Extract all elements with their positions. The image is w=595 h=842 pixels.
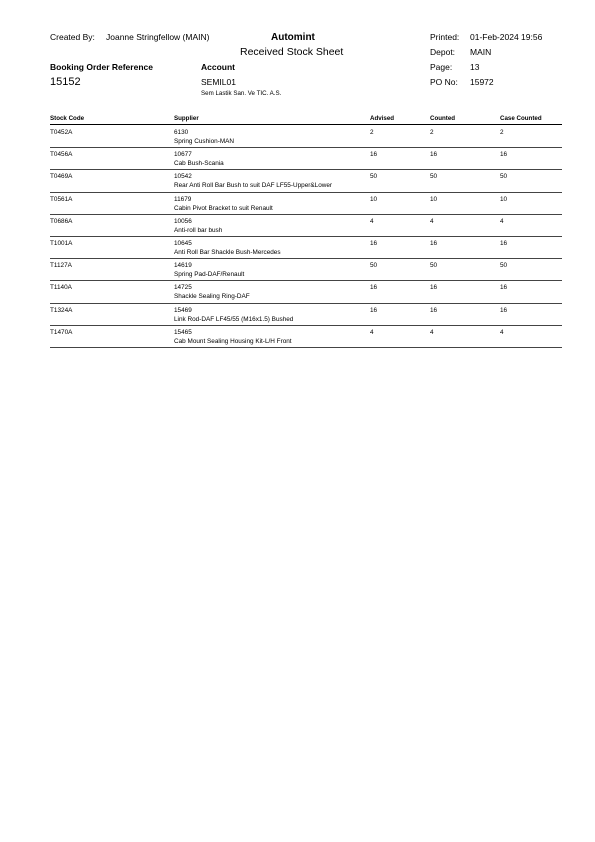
col-stock-code: Stock Code (50, 115, 85, 122)
case-counted-cell: 4 (500, 217, 504, 225)
supplier-code-cell: 6130 (174, 129, 189, 136)
advised-cell: 50 (370, 173, 378, 181)
stock-code-cell: T0686A (50, 217, 73, 225)
description-cell: Cab Bush-Scania (174, 160, 224, 168)
table-row (0, 193, 595, 215)
table-row (0, 304, 595, 326)
case-counted-cell: 16 (500, 306, 508, 314)
table-row (0, 148, 595, 170)
counted-cell: 16 (430, 151, 438, 159)
printed-label: Printed: (430, 32, 460, 42)
counted-cell: 10 (430, 195, 438, 203)
counted-cell: 16 (430, 239, 438, 247)
col-supplier: Supplier (174, 115, 199, 122)
description-cell: Anti Roll Bar Shackle Bush-Mercedes (174, 248, 281, 256)
page-label: Page: (430, 62, 453, 72)
supplier-code-cell: 10677 (174, 151, 192, 159)
advised-cell: 50 (370, 262, 378, 270)
counted-cell: 4 (430, 217, 434, 225)
col-case-counted: Case Counted (500, 115, 542, 122)
case-counted-cell: 50 (500, 262, 508, 270)
col-counted: Counted (430, 115, 456, 122)
counted-cell: 50 (430, 173, 438, 181)
row-divider (50, 347, 562, 348)
stock-code-cell: T1140A (50, 284, 72, 292)
stock-code-cell: T1324A (50, 306, 73, 314)
col-advised: Advised (370, 115, 395, 122)
company-name: Automint (271, 32, 315, 43)
created-by-value: Joanne Stringfellow (MAIN) (106, 32, 210, 42)
table-row (0, 326, 595, 348)
table-row (0, 126, 595, 148)
advised-cell: 2 (370, 129, 374, 136)
po-number: 15972 (470, 77, 494, 87)
supplier-code-cell: 14725 (174, 284, 192, 292)
description-cell: Link Rod-DAF LF45/55 (M16x1.5) Bushed (174, 315, 294, 323)
counted-cell: 50 (430, 262, 438, 270)
printed-value: 01-Feb-2024 19:56 (470, 32, 543, 42)
stock-code-cell: T0456A (50, 151, 73, 159)
account-code: SEMIL01 (201, 77, 236, 87)
depot-value: MAIN (470, 47, 492, 57)
advised-cell: 16 (370, 239, 378, 247)
case-counted-cell: 2 (500, 129, 504, 136)
description-cell: Anti-roll bar bush (174, 226, 223, 234)
table-row (0, 215, 595, 237)
description-cell: Shackle Sealing Ring-DAF (174, 293, 250, 301)
report-title: Received Stock Sheet (240, 46, 344, 58)
page-number: 13 (470, 62, 480, 72)
stock-code-cell: T0452A (50, 129, 73, 136)
table-row (0, 237, 595, 259)
advised-cell: 4 (370, 217, 374, 225)
stock-code-cell: T0561A (50, 195, 73, 203)
po-label: PO No: (430, 77, 458, 87)
counted-cell: 2 (430, 129, 434, 136)
case-counted-cell: 16 (500, 239, 508, 247)
stock-code-cell: T1001A (50, 239, 73, 247)
stock-code-cell: T1470A (50, 328, 73, 336)
description-cell: Cab Mount Sealing Housing Kit-L/H Front (174, 337, 292, 345)
counted-cell: 4 (430, 328, 434, 336)
supplier-code-cell: 10056 (174, 217, 192, 225)
description-cell: Rear Anti Roll Bar Bush to suit DAF LF55-Upper&Lower (174, 182, 333, 190)
case-counted-cell: 50 (500, 173, 508, 181)
supplier-code-cell: 15469 (174, 306, 192, 314)
supplier-code-cell: 10645 (174, 239, 192, 247)
stock-code-cell: T1127A (50, 262, 72, 270)
advised-cell: 16 (370, 284, 378, 292)
header-rule (50, 124, 562, 125)
booking-ref-value: 15152 (50, 76, 81, 88)
description-cell: Cabin Pivot Bracket to suit Renault (174, 204, 273, 212)
counted-cell: 16 (430, 306, 438, 314)
case-counted-cell: 16 (500, 151, 508, 159)
advised-cell: 10 (370, 195, 378, 203)
table-row (0, 170, 595, 192)
created-by-label: Created By: (50, 32, 95, 42)
advised-cell: 4 (370, 328, 374, 336)
case-counted-cell: 4 (500, 328, 504, 336)
description-cell: Spring Pad-DAF/Renault (174, 271, 245, 279)
stock-code-cell: T0469A (50, 173, 73, 181)
stock-table (0, 126, 595, 348)
advised-cell: 16 (370, 151, 378, 159)
account-label: Account (201, 62, 235, 72)
supplier-code-cell: 14619 (174, 262, 192, 270)
table-row (0, 281, 595, 303)
table-row (0, 259, 595, 281)
case-counted-cell: 16 (500, 284, 508, 292)
depot-label: Depot: (430, 47, 456, 57)
supplier-code-cell: 15465 (174, 328, 192, 336)
case-counted-cell: 10 (500, 195, 508, 203)
supplier-code-cell: 10542 (174, 173, 192, 181)
account-name: Sem Lastik San. Ve TIC. A.S. (201, 90, 282, 97)
supplier-code-cell: 11679 (174, 195, 192, 203)
counted-cell: 16 (430, 284, 438, 292)
description-cell: Spring Cushion-MAN (174, 138, 235, 145)
advised-cell: 16 (370, 306, 378, 314)
booking-ref-label: Booking Order Reference (50, 62, 153, 72)
